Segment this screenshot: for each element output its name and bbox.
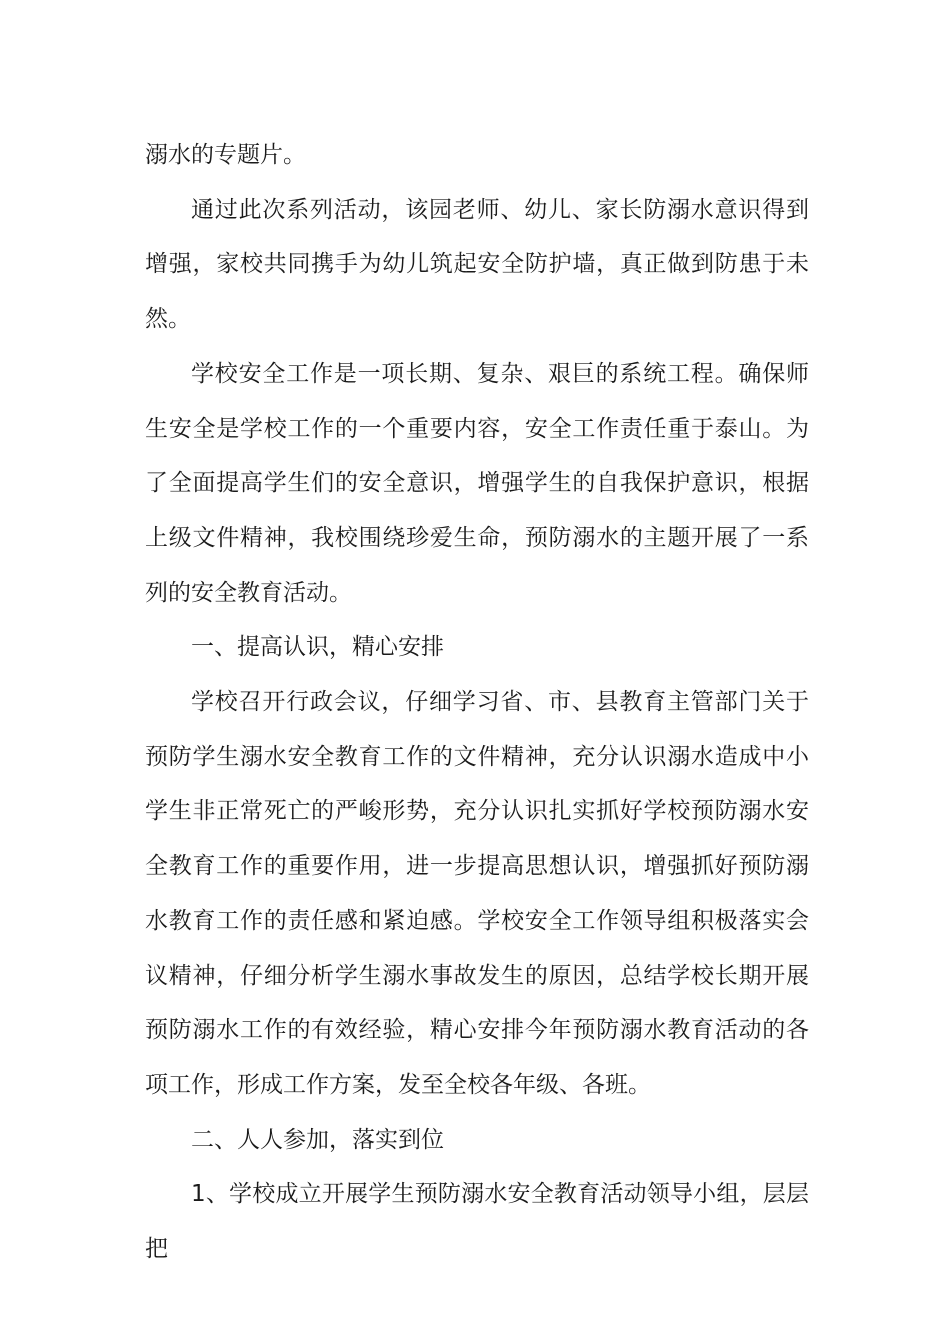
section-heading-2: 二、人人参加，落实到位 [191, 1126, 444, 1153]
document-body [145, 128, 809, 1277]
paragraph-activity-summary: 通过此次系列活动，该园老师、幼儿、家长防溺水意识得到增强，家校共同携手为幼儿筑起安全防护墙，真正做到防患于未然。 [145, 196, 809, 333]
paragraph-section-1-body: 学校召开行政会议，仔细学习省、市、县教育主管部门关于预防学生溺水安全教育工作的文件精神，充分认识溺水造成中小学生非正常死亡的严峻形势，充分认识扎实抓好学校预防溺水安全教育工作的重要作用，进一步提高思想认识，增强抓好预防溺水教育工作的责任感和紧迫感。学校安全工作领导组积极落实会议精神，仔细分析学生溺水事故发生的原因，总结学校长期开展预防溺水工作的有效经验，精心安排今年预防溺水教育活动的各项工作，形成工作方案，发至全校各年级、各班。 [145, 689, 809, 1098]
paragraph-continuation: 溺水的专题片。 [145, 142, 306, 168]
paragraph-section-2-item-1: 1、学校成立开展学生预防溺水安全教育活动领导小组，层层把 [145, 1181, 809, 1263]
paragraph-school-safety-intro: 学校安全工作是一项长期、复杂、艰巨的系统工程。确保师生安全是学校工作的一个重要内容，安全工作责任重于泰山。为了全面提高学生们的安全意识，增强学生的自我保护意识，根据上级文件精神，我校围绕珍爱生命，预防溺水的主题开展了一系列的安全教育活动。 [145, 360, 809, 606]
section-heading-1: 一、提高认识，精心安排 [191, 634, 444, 661]
